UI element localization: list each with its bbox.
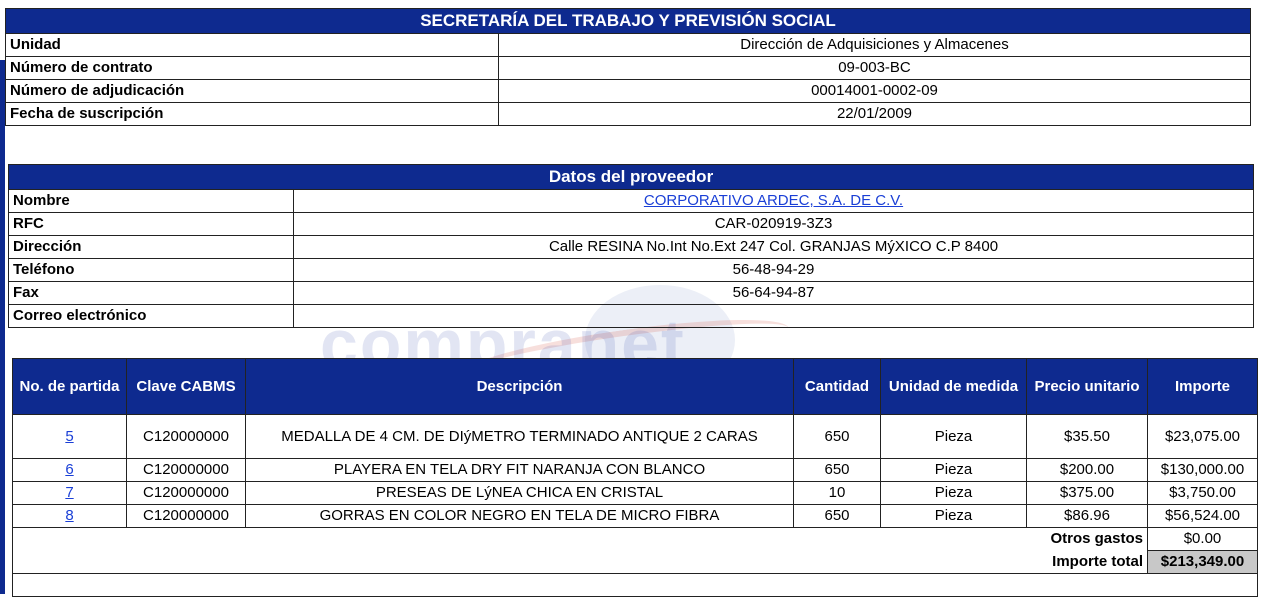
supplier-label: Teléfono — [9, 259, 294, 282]
cantidad-cell: 650 — [794, 459, 881, 482]
contract-label: Número de adjudicación — [6, 80, 499, 103]
importe-total-value: $213,349.00 — [1148, 551, 1258, 574]
watermark-logo: compranet — [320, 306, 686, 382]
table-row — [13, 415, 1258, 459]
unidad-cell: Pieza — [881, 459, 1027, 482]
cantidad-cell: 650 — [794, 415, 881, 459]
supplier-label: Correo electrónico — [9, 305, 294, 328]
contract-value: 22/01/2009 — [499, 103, 1251, 126]
otros-gastos-value: $0.00 — [1148, 528, 1258, 551]
precio-cell: $35.50 — [1027, 415, 1148, 459]
contract-row — [6, 57, 1251, 80]
column-header-importe: Importe — [1148, 359, 1258, 415]
supplier-row — [9, 282, 1254, 305]
supplier-value — [294, 190, 1254, 213]
unidad-cell: Pieza — [881, 415, 1027, 459]
supplier-row — [9, 236, 1254, 259]
supplier-row — [9, 190, 1254, 213]
column-header-descripcion: Descripción — [246, 359, 794, 415]
supplier-value: Calle RESINA No.Int No.Ext 247 Col. GRANJAS MýXICO C.P 8400 — [294, 236, 1254, 259]
cantidad-cell: 10 — [794, 482, 881, 505]
partida-cell — [13, 459, 127, 482]
importe-cell: $3,750.00 — [1148, 482, 1258, 505]
clave-cell: C120000000 — [127, 459, 246, 482]
supplier-label: Fax — [9, 282, 294, 305]
supplier-row — [9, 213, 1254, 236]
unidad-cell: Pieza — [881, 505, 1027, 528]
importe-cell: $130,000.00 — [1148, 459, 1258, 482]
supplier-row — [9, 259, 1254, 282]
contract-label: Fecha de suscripción — [6, 103, 499, 126]
otros-gastos-label: Otros gastos — [13, 528, 1148, 551]
items-table — [12, 358, 1258, 597]
column-header-precio: Precio unitario — [1027, 359, 1148, 415]
partida-link[interactable]: 6 — [65, 461, 74, 478]
contract-value: Dirección de Adquisiciones y Almacenes — [499, 34, 1251, 57]
contract-label: Unidad — [6, 34, 499, 57]
supplier-label: Nombre — [9, 190, 294, 213]
importe-total-label: Importe total — [13, 551, 1148, 574]
partida-link[interactable]: 7 — [65, 484, 74, 501]
precio-cell: $86.96 — [1027, 505, 1148, 528]
importe-cell: $23,075.00 — [1148, 415, 1258, 459]
precio-cell: $200.00 — [1027, 459, 1148, 482]
contract-row — [6, 80, 1251, 103]
importe-total-row — [13, 551, 1258, 574]
supplier-title: Datos del proveedor — [9, 165, 1254, 190]
contract-row — [6, 34, 1251, 57]
descripcion-cell: MEDALLA DE 4 CM. DE DIýMETRO TERMINADO ANTIQUE 2 CARAS — [246, 415, 794, 459]
partida-cell — [13, 482, 127, 505]
supplier-label: RFC — [9, 213, 294, 236]
supplier-value: 56-48-94-29 — [294, 259, 1254, 282]
table-row — [13, 482, 1258, 505]
contract-title: SECRETARÍA DEL TRABAJO Y PREVISIÓN SOCIAL — [6, 9, 1251, 34]
importe-cell: $56,524.00 — [1148, 505, 1258, 528]
filler-row — [13, 574, 1258, 597]
clave-cell: C120000000 — [127, 415, 246, 459]
clave-cell: C120000000 — [127, 482, 246, 505]
table-row — [13, 459, 1258, 482]
supplier-row — [9, 305, 1254, 328]
column-header-clave: Clave CABMS — [127, 359, 246, 415]
otros-gastos-row — [13, 528, 1258, 551]
left-edge-bar — [0, 60, 5, 594]
clave-cell: C120000000 — [127, 505, 246, 528]
contract-table — [5, 8, 1251, 126]
supplier-value: CAR-020919-3Z3 — [294, 213, 1254, 236]
partida-link[interactable]: 5 — [65, 427, 74, 445]
contract-value: 09-003-BC — [499, 57, 1251, 80]
contract-label: Número de contrato — [6, 57, 499, 80]
partida-cell — [13, 415, 127, 459]
unidad-cell: Pieza — [881, 482, 1027, 505]
table-row — [13, 505, 1258, 528]
descripcion-cell: PLAYERA EN TELA DRY FIT NARANJA CON BLANCO — [246, 459, 794, 482]
supplier-label: Dirección — [9, 236, 294, 259]
empty-footer-cell — [13, 574, 1258, 597]
column-header-cantidad: Cantidad — [794, 359, 881, 415]
supplier-value: 56-64-94-87 — [294, 282, 1254, 305]
partida-cell — [13, 505, 127, 528]
column-header-partida: No. de partida — [13, 359, 127, 415]
partida-link[interactable]: 8 — [65, 507, 74, 524]
precio-cell: $375.00 — [1027, 482, 1148, 505]
descripcion-cell: PRESEAS DE LýNEA CHICA EN CRISTAL — [246, 482, 794, 505]
supplier-table — [8, 164, 1254, 328]
supplier-value — [294, 305, 1254, 328]
cantidad-cell: 650 — [794, 505, 881, 528]
descripcion-cell: GORRAS EN COLOR NEGRO EN TELA DE MICRO FIBRA — [246, 505, 794, 528]
column-header-unidad: Unidad de medida — [881, 359, 1027, 415]
supplier-name-link[interactable]: CORPORATIVO ARDEC, S.A. DE C.V. — [643, 192, 904, 209]
contract-value: 00014001-0002-09 — [499, 80, 1251, 103]
contract-row — [6, 103, 1251, 126]
